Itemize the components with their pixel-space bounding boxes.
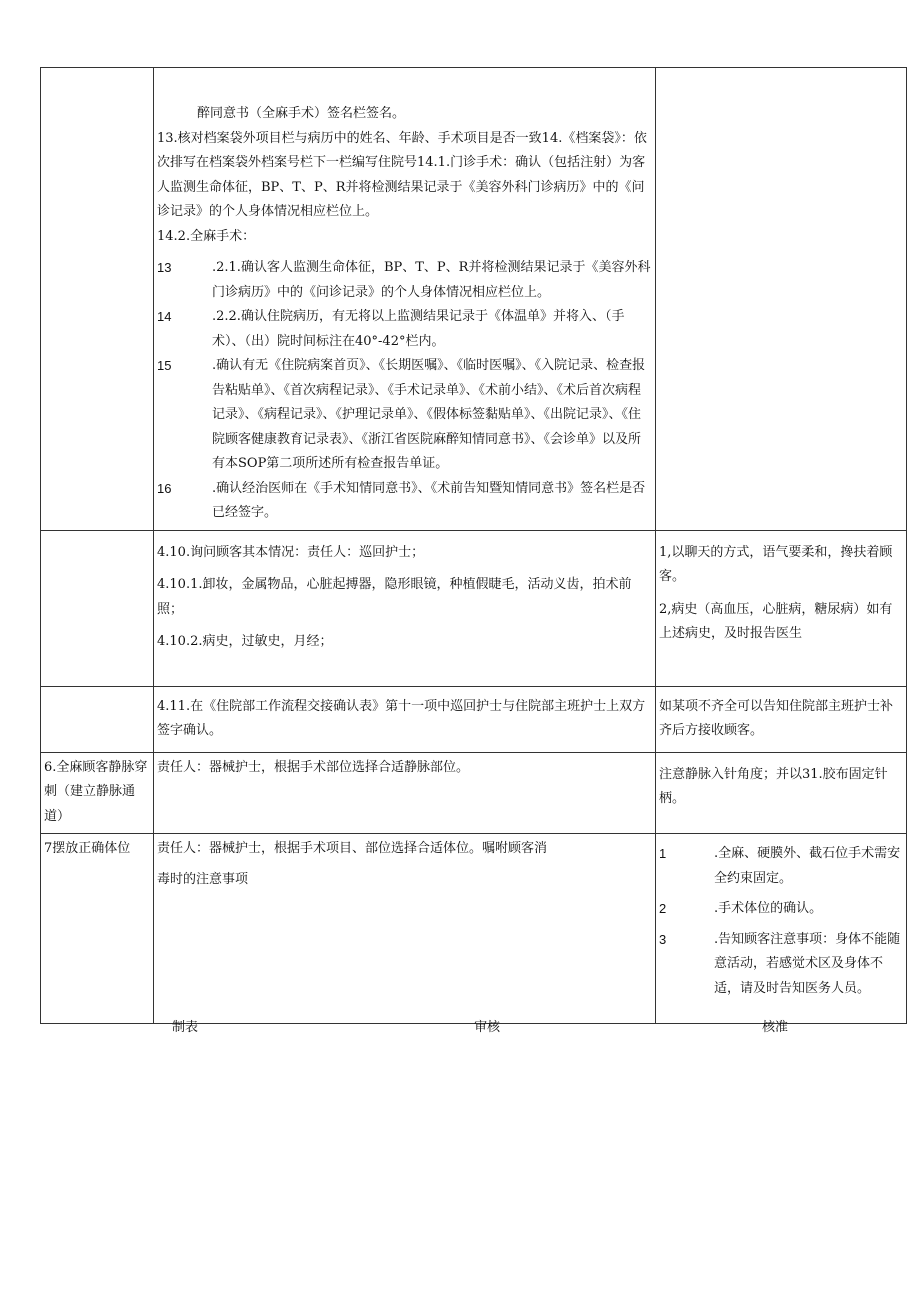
list-item	[157, 354, 652, 477]
note-cell	[656, 834, 907, 1024]
item-number: 3	[659, 931, 667, 947]
list-item	[157, 305, 652, 354]
paragraph: 如某项不齐全可以告知住院部主班护士补齐后方接收顾客。	[659, 698, 894, 738]
note-cell	[656, 752, 907, 834]
item-number: 2	[659, 901, 667, 916]
item-text: .确认经治医师在《手术知情同意书》、《术前告知暨知情同意书》签名栏是否已经签字。	[212, 480, 646, 520]
paragraph: 醉同意书（全麻手术）签名栏签名。	[197, 106, 406, 121]
item-text: .确认有无《住院病案首页》、《长期医嘱》、《临时医嘱》、《入院记录、检查报告粘贴单》、《首次病程记录》、《手术记录单》、《术前小结》、《术后首次病程记录》、《病程记录》、《护理记录单》、《假体标签黏贴单》、《出院记录》、《住院顾客健康教育记录表》、《浙江省医院麻醉知情同意书》、《会诊单》以及所有本SOP第二项所述所有检查报告单证。	[212, 358, 646, 471]
paragraph: 4.11.在《住院部工作流程交接确认表》第十一项中巡回护士与住院部主班护士上双方签字确认。	[157, 698, 646, 738]
paragraph: 毒时的注意事项	[157, 871, 249, 887]
step-title: 7摆放正确体位	[44, 841, 131, 856]
item-text: .手术体位的确认。	[714, 901, 823, 916]
made-by-label: 制表	[172, 1020, 199, 1035]
content-cell	[154, 834, 656, 1024]
sop-table	[40, 67, 907, 1024]
table-row	[41, 68, 907, 531]
paragraph: 14.2.全麻手术：	[157, 228, 256, 244]
paragraph: 2,病史（高血压，心脏病，糖尿病）如有上述病史，及时报告医生	[659, 601, 893, 641]
approve-label: 核准	[762, 1020, 789, 1035]
item-text: .2.2.确认住院病历，有无将以上监测结果记录于《体温单》并将入、（手术）、（出）院时间标注在40°-42°栏内。	[212, 309, 625, 349]
list-item	[157, 477, 652, 526]
item-text: .告知顾客注意事项：身体不能随意活动，若感觉术区及身体不适，请及时告知医务人员。	[714, 931, 901, 996]
paragraph: 4.10.询问顾客其本情况：责任人：巡回护士；	[157, 544, 425, 560]
step-cell	[41, 834, 154, 1024]
step-title: 6.全麻顾客静脉穿刺（建立静脉通道）	[44, 759, 148, 824]
content-cell	[154, 530, 656, 686]
item-number: 14	[157, 309, 172, 324]
paragraph: 4.10.1.卸妆，金属物品，心脏起搏器，隐形眼镜，种植假睫毛，活动义齿，拍术前照；	[157, 577, 632, 617]
note-cell	[656, 530, 907, 686]
table-row	[41, 530, 907, 686]
item-text: .2.1.确认客人监测生命体征，BP、T、P、R并将检测结果记录于《美容外科门诊病历》中的《问诊记录》的个人身体情况相应栏位上。	[212, 260, 651, 300]
content-cell	[154, 68, 656, 531]
list-item	[157, 256, 652, 305]
item-number: 16	[157, 480, 172, 496]
note-cell	[656, 686, 907, 752]
step-cell	[41, 752, 154, 834]
list-item	[659, 928, 903, 1002]
item-text: .全麻、硬膜外、截石位手术需安全约束固定。	[714, 846, 901, 886]
item-number: 15	[157, 358, 172, 373]
table-row	[41, 834, 907, 1024]
paragraph: 注意静脉入针角度；并以31.胶布固定针柄。	[659, 766, 888, 806]
list-item	[659, 842, 903, 891]
paragraph: 责任人：器械护士，根据手术项目、部位选择合适体位。嘱咐顾客消	[157, 841, 548, 856]
step-cell	[41, 68, 154, 531]
table-row	[41, 686, 907, 752]
item-number: 1	[659, 846, 667, 861]
paragraph: 13.核对档案袋外项目栏与病历中的姓名、年龄、手术项目是否一致14.《档案袋》：依次排写在档案袋外档案号栏下一栏编写住院号14.1.门诊手术：确认（包括注射）为客人监测生命体征，BP、T、P、R并将检测结果记录于《美容外科门诊病历》中的《问诊记录》的个人身体情况相应栏位上。	[157, 130, 647, 219]
paragraph: 责任人：器械护士，根据手术部位选择合适静脉部位。	[157, 759, 470, 775]
note-cell	[656, 68, 907, 531]
review-label: 审核	[474, 1020, 501, 1035]
list-item	[659, 897, 903, 922]
paragraph: 4.10.2.病史，过敏史，月经；	[157, 634, 333, 649]
table-row	[41, 752, 907, 834]
content-cell	[154, 752, 656, 834]
content-cell	[154, 686, 656, 752]
step-cell	[41, 686, 154, 752]
step-cell	[41, 530, 154, 686]
paragraph: 1,以聊天的方式，语气要柔和，搀扶着顾客。	[659, 544, 893, 584]
item-number: 13	[157, 260, 172, 275]
